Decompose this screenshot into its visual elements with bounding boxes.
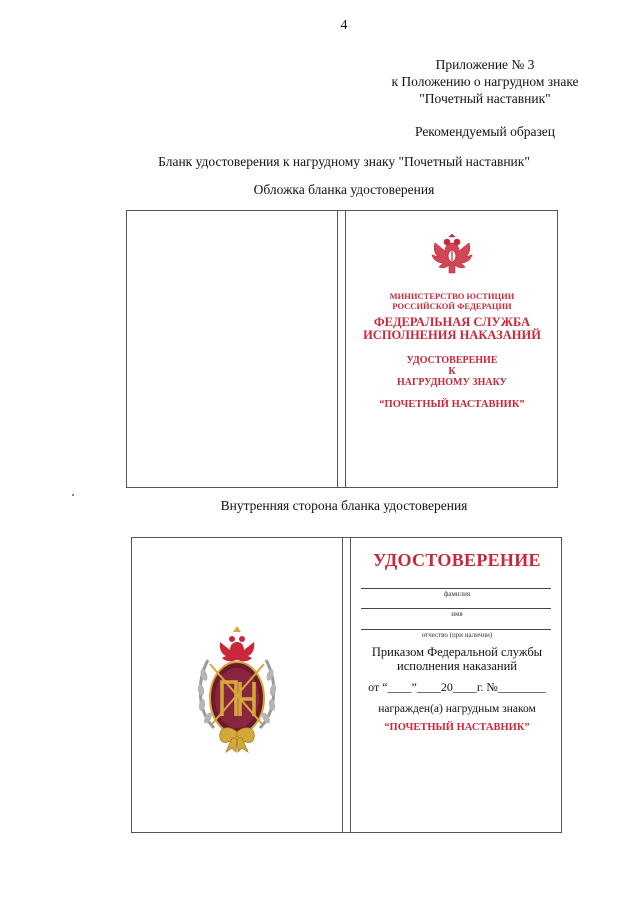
inner-badge-name: “ПОЧЕТНЫЙ НАСТАВНИК” <box>384 722 530 733</box>
form-title: Бланк удостоверения к нагрудному знаку "Почетный наставник" <box>158 154 530 169</box>
inner-booklet <box>131 537 562 833</box>
honored-mentor-badge-icon <box>192 620 282 755</box>
patronymic-caption: отчество (при наличии) <box>421 631 493 639</box>
appendix-line-3: "Почетный наставник" <box>419 91 551 106</box>
page-number: 4 <box>340 18 348 33</box>
surname-caption: фамилия <box>443 590 471 598</box>
name-line <box>361 608 551 609</box>
cover-cert-line-1: УДОСТОВЕРЕНИЕ <box>406 355 498 366</box>
appendix-header <box>360 56 610 107</box>
cover-booklet <box>126 210 558 488</box>
name-caption: имя <box>451 610 463 618</box>
recommended-sample: Рекомендуемый образец <box>414 124 555 139</box>
cover-cert-line-2: К <box>448 366 456 377</box>
cover-badge-name: “ПОЧЕТНЫЙ НАСТАВНИК” <box>379 399 525 410</box>
cover-service <box>346 316 558 342</box>
cover-service-line-1: ФЕДЕРАЛЬНАЯ СЛУЖБА <box>373 315 531 329</box>
cover-spine-line <box>345 211 346 487</box>
double-headed-eagle-emblem-icon <box>427 233 477 279</box>
awarded-text: награжден(а) нагрудным знаком <box>378 703 536 715</box>
inner-spine-line <box>342 538 343 832</box>
order-line-2: исполнения наказаний <box>397 659 517 673</box>
order-line-1: Приказом Федеральной службы <box>371 645 543 659</box>
cover-service-line-2: ИСПОЛНЕНИЯ НАКАЗАНИЙ <box>363 328 541 342</box>
cover-ministry-line-2: РОССИЙСКОЙ ФЕДЕРАЦИИ <box>392 301 512 311</box>
surname-line <box>361 588 551 589</box>
appendix-line-1: Приложение № 3 <box>435 57 535 72</box>
cover-section-title: Обложка бланка удостоверения <box>253 182 435 197</box>
appendix-line-2: к Положению о нагрудном знаке <box>391 74 579 89</box>
order-date-line: от “____”____20____г. №________ <box>368 680 546 694</box>
cover-spine-line <box>337 211 338 487</box>
cover-cert-line-3: НАГРУДНОМУ ЗНАКУ <box>397 377 507 388</box>
scan-dot <box>72 494 74 496</box>
cover-ministry-line-1: МИНИСТЕРСТВО ЮСТИЦИИ <box>389 291 515 301</box>
patronymic-line <box>361 629 551 630</box>
inner-section-title: Внутренняя сторона бланка удостоверения <box>220 498 468 513</box>
cover-certificate <box>346 355 558 388</box>
order-text <box>351 645 563 673</box>
cover-ministry <box>346 291 558 311</box>
inner-heading: УДОСТОВЕРЕНИЕ <box>373 550 541 570</box>
